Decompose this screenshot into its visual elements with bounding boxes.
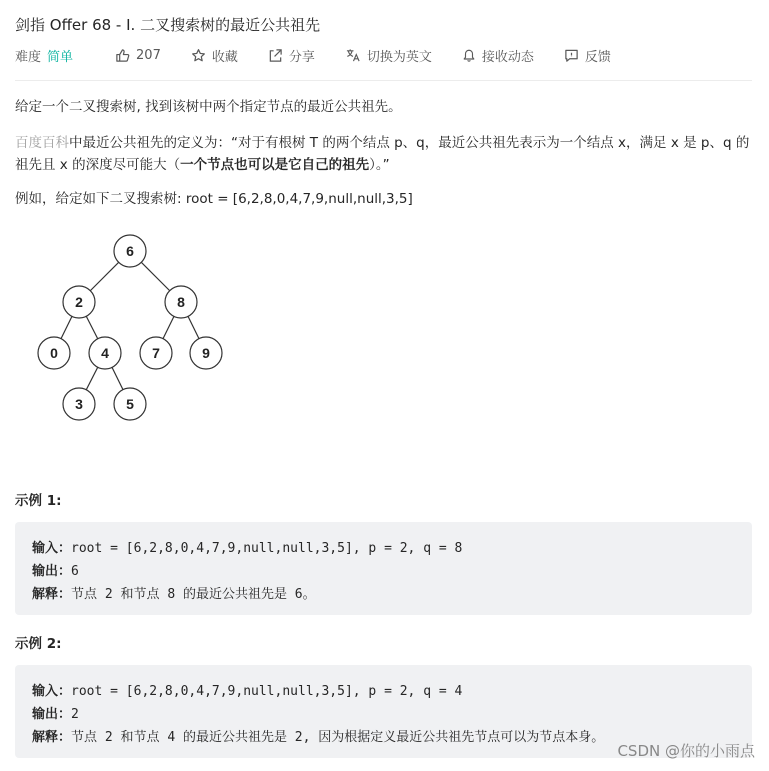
tree-node-label: 6 (126, 243, 134, 259)
csdn-watermark: CSDN @你的小雨点 (617, 742, 755, 760)
example-tree-text: 例如，给定如下二叉搜索树: root = [6,2,8,0,4,7,9,null,null,3,5] (15, 191, 413, 207)
problem-title: 剑指 Offer 68 - I. 二叉搜索树的最近公共祖先 (15, 16, 321, 34)
example-2-title: 示例 2: (15, 636, 62, 652)
example-2-input: 输入：root = [6,2,8,0,4,7,9,null,null,3,5], p = 2, q = 4 (32, 684, 463, 699)
share-icon (268, 48, 283, 63)
example-1-input: 输入：root = [6,2,8,0,4,7,9,null,null,3,5], p = 2, q = 8 (32, 541, 463, 556)
definition-emphasis: 一个节点也可以是它自己的祖先 (180, 157, 370, 173)
example-2-explanation: 解释：节点 2 和节点 4 的最近公共祖先是 2, 因为根据定义最近公共祖先节点可以为节点本身。 (32, 730, 605, 745)
difficulty-label: 难度 (15, 49, 42, 65)
translate-button[interactable] (345, 46, 432, 65)
thumbs-up-icon (115, 48, 130, 63)
translate-label: 切换为英文 (366, 49, 432, 65)
tree-node-label: 4 (101, 345, 109, 361)
problem-intro: 给定一个二叉搜索树, 找到该树中两个指定节点的最近公共祖先。 (15, 99, 402, 115)
tree-node-label: 2 (75, 294, 83, 310)
example-1-block (15, 522, 752, 615)
tree-node-label: 8 (177, 294, 185, 310)
definition-end: ）。” (369, 157, 390, 173)
difficulty-badge: 简单 (47, 49, 74, 65)
example-1-output: 输出：6 (32, 564, 79, 579)
tree-node-label: 3 (75, 396, 83, 412)
baidu-baike-link[interactable]: 百度百科 (15, 135, 69, 151)
definition-text: 中最近公共祖先的定义为：“对于有根树 T 的两个结点 p、q，最近公共祖先表示为一个结点 x，满足 x 是 p、q 的祖先且 x 的深度尽可能大（ (15, 135, 750, 173)
example-2-output: 输出：2 (32, 707, 79, 722)
translate-icon (345, 48, 361, 63)
problem-meta-bar (15, 45, 641, 65)
example-1-explanation: 解释：节点 2 和节点 8 的最近公共祖先是 6。 (32, 587, 316, 602)
feedback-label: 反馈 (584, 49, 611, 65)
share-button[interactable] (268, 46, 315, 65)
feedback-icon (564, 48, 579, 63)
bst-diagram (30, 228, 230, 428)
like-count: 207 (136, 47, 161, 63)
share-label: 分享 (288, 49, 315, 65)
like-button[interactable] (115, 48, 161, 63)
problem-definition (15, 132, 754, 176)
tree-node-label: 0 (50, 345, 58, 361)
bell-icon (462, 48, 476, 63)
tree-node-label: 7 (152, 345, 160, 361)
favorite-button[interactable] (191, 46, 238, 65)
star-icon (191, 48, 206, 63)
header-divider (15, 80, 752, 81)
tree-node-label: 9 (202, 345, 210, 361)
favorite-label: 收藏 (211, 49, 238, 65)
feedback-button[interactable] (564, 46, 611, 65)
subscribe-label: 接收动态 (481, 49, 534, 65)
example-1-title: 示例 1: (15, 493, 62, 509)
tree-node-label: 5 (126, 396, 134, 412)
subscribe-button[interactable] (462, 46, 534, 65)
